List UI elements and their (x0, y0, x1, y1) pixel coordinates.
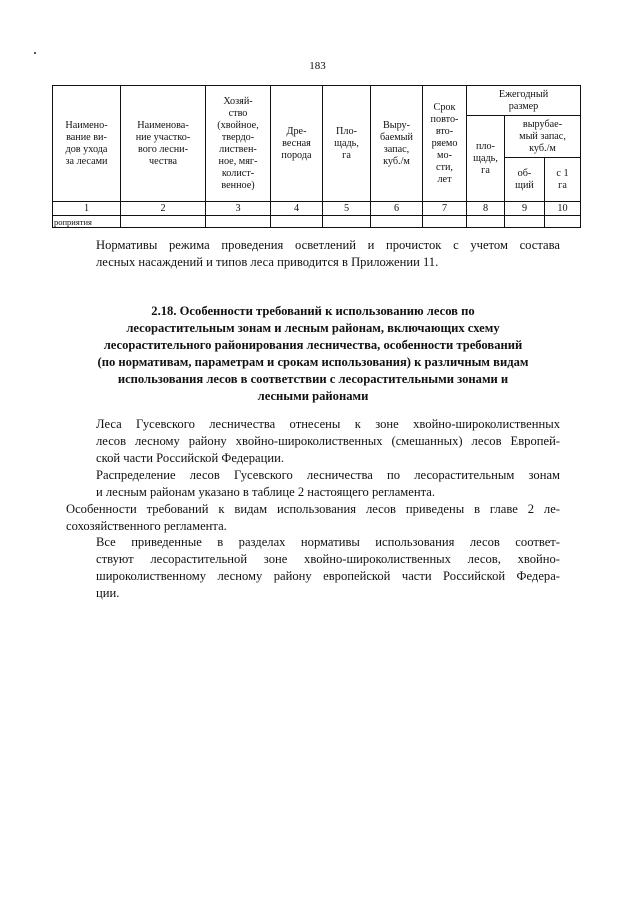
col-number: 6 (371, 202, 423, 216)
header-economy (206, 86, 271, 202)
text-line: использования лесов в соответствии с лесорастительными зонами и (117, 372, 509, 386)
col-number: 3 (206, 202, 271, 216)
header-annual-size (467, 86, 581, 116)
text-line: га (558, 179, 567, 191)
col-number: 10 (545, 202, 581, 216)
text-line: колист- (221, 167, 255, 179)
text-line: размер (508, 100, 539, 112)
text-line: твердо- (221, 131, 255, 143)
paragraph-thinning-norms (66, 237, 560, 271)
text-line: ство (228, 107, 248, 119)
text-line: лесными районами (257, 389, 369, 403)
text-line: и лесным районам указано в таблице 2 настоящего регламента. (96, 485, 435, 499)
header-annual-area (467, 116, 505, 202)
text-line: с 1 (556, 167, 569, 179)
text-line: (по нормативам, параметрам и срокам использования) к различным видам (97, 355, 529, 369)
text-line: пло- (475, 140, 496, 152)
col-number: 2 (121, 202, 206, 216)
header-cut-stock (505, 116, 581, 158)
header-total (505, 158, 545, 202)
text-line: вырубае- (522, 118, 563, 130)
continuation-cell: роприятия (53, 216, 121, 228)
text-line: Выру- (382, 119, 411, 131)
text-line: 2.18. Особенности требований к использованию лесов по (151, 304, 475, 318)
text-line: ской части Российской Федерации. (96, 451, 284, 465)
text-line: Леса Гусевского лесничества отнесены к зоне хвойно-широколиственных (96, 417, 560, 431)
text-line: вого лесни- (137, 143, 189, 155)
text-line: мо- (437, 149, 452, 161)
text-line: широколиственному лесному району европейской части Российской Федера- (96, 569, 560, 583)
header-area (323, 86, 371, 202)
text-line: Наимено- (65, 119, 108, 131)
paragraph-forest-zone (66, 416, 560, 467)
text-line: сохозяйственного регламента. (66, 519, 227, 533)
text-line: лесорастительного районирования лесничества, особенности требований (103, 338, 523, 352)
header-care-type (53, 86, 121, 202)
page-number: 183 (309, 60, 326, 72)
text-line: Срок (433, 101, 456, 113)
paragraph-norms-correspond (66, 534, 560, 602)
text-line: га (342, 149, 351, 161)
regulation-table (52, 85, 581, 228)
text-line: (хвойное, (217, 119, 259, 131)
text-line: Особенности требований к видам использования лесов приведены в главе 2 ле- (66, 502, 560, 516)
text-line: Пло- (336, 125, 357, 137)
text-line: лесов лесному району хвойно-широколиственных (смешанных) лесов Европей- (96, 434, 560, 448)
paragraph-requirements (66, 501, 560, 535)
text-line: венное) (221, 179, 255, 191)
text-line: баемый (380, 131, 413, 143)
header-harvest-stock (371, 86, 423, 202)
text-line: запас, (383, 143, 410, 155)
text-line: куб./м (529, 142, 556, 154)
text-line: ции. (96, 586, 120, 600)
col-number: 4 (271, 202, 323, 216)
header-species (271, 86, 323, 202)
text-line: лет (437, 173, 452, 185)
header-per-ha (545, 158, 581, 202)
text-line: чества (148, 155, 178, 167)
header-district (121, 86, 206, 202)
text-line: ное, мяг- (218, 155, 258, 167)
col-number: 5 (323, 202, 371, 216)
text-line: Наименова- (137, 119, 189, 131)
text-line: лесорастительным зонам и лесным районам, включающих схему (126, 321, 500, 335)
text-line: за лесами (65, 155, 108, 167)
text-line: об- (517, 167, 532, 179)
text-line: щадь, (473, 152, 498, 164)
text-line: порода (281, 149, 312, 161)
text-line: повто- (430, 113, 459, 125)
header-repeat-period (423, 86, 467, 202)
text-line: ствуют лесорастительной зоне хвойно-широколиственных лесов, хвойно- (96, 552, 560, 566)
col-number: 7 (423, 202, 467, 216)
col-number: 9 (505, 202, 545, 216)
scan-speck (34, 52, 36, 54)
text-line: вание ви- (66, 131, 107, 143)
text-line: га (481, 164, 490, 176)
text-line: ряемо (431, 137, 458, 149)
text-line: дов ухода (65, 143, 108, 155)
text-line: Нормативы режима проведения осветлений и прочисток с учетом состава (96, 238, 560, 252)
text-line: Распределение лесов Гусевского лесничества по лесорастительным зонам (96, 468, 560, 482)
text-line: Дре- (286, 125, 307, 137)
paragraph-distribution (66, 467, 560, 501)
col-number: 8 (467, 202, 505, 216)
text-line: весная (282, 137, 311, 149)
text-line: щий (515, 179, 534, 191)
text-line: Хозяй- (223, 95, 253, 107)
text-line: мый запас, (519, 130, 566, 142)
text-line: Ежегодный (498, 88, 549, 100)
text-line: листвен- (219, 143, 257, 155)
section-heading-2-18 (66, 303, 560, 405)
text-line: куб./м (383, 155, 410, 167)
text-line: щадь, (334, 137, 359, 149)
col-number: 1 (53, 202, 121, 216)
text-line: сти, (436, 161, 453, 173)
text-line: ние участко- (135, 131, 191, 143)
text-line: Все приведенные в разделах нормативы использования лесов соответ- (96, 535, 560, 549)
text-line: лесных насаждений и типов леса приводится в Приложении 11. (96, 255, 439, 269)
text-line: вто- (435, 125, 454, 137)
